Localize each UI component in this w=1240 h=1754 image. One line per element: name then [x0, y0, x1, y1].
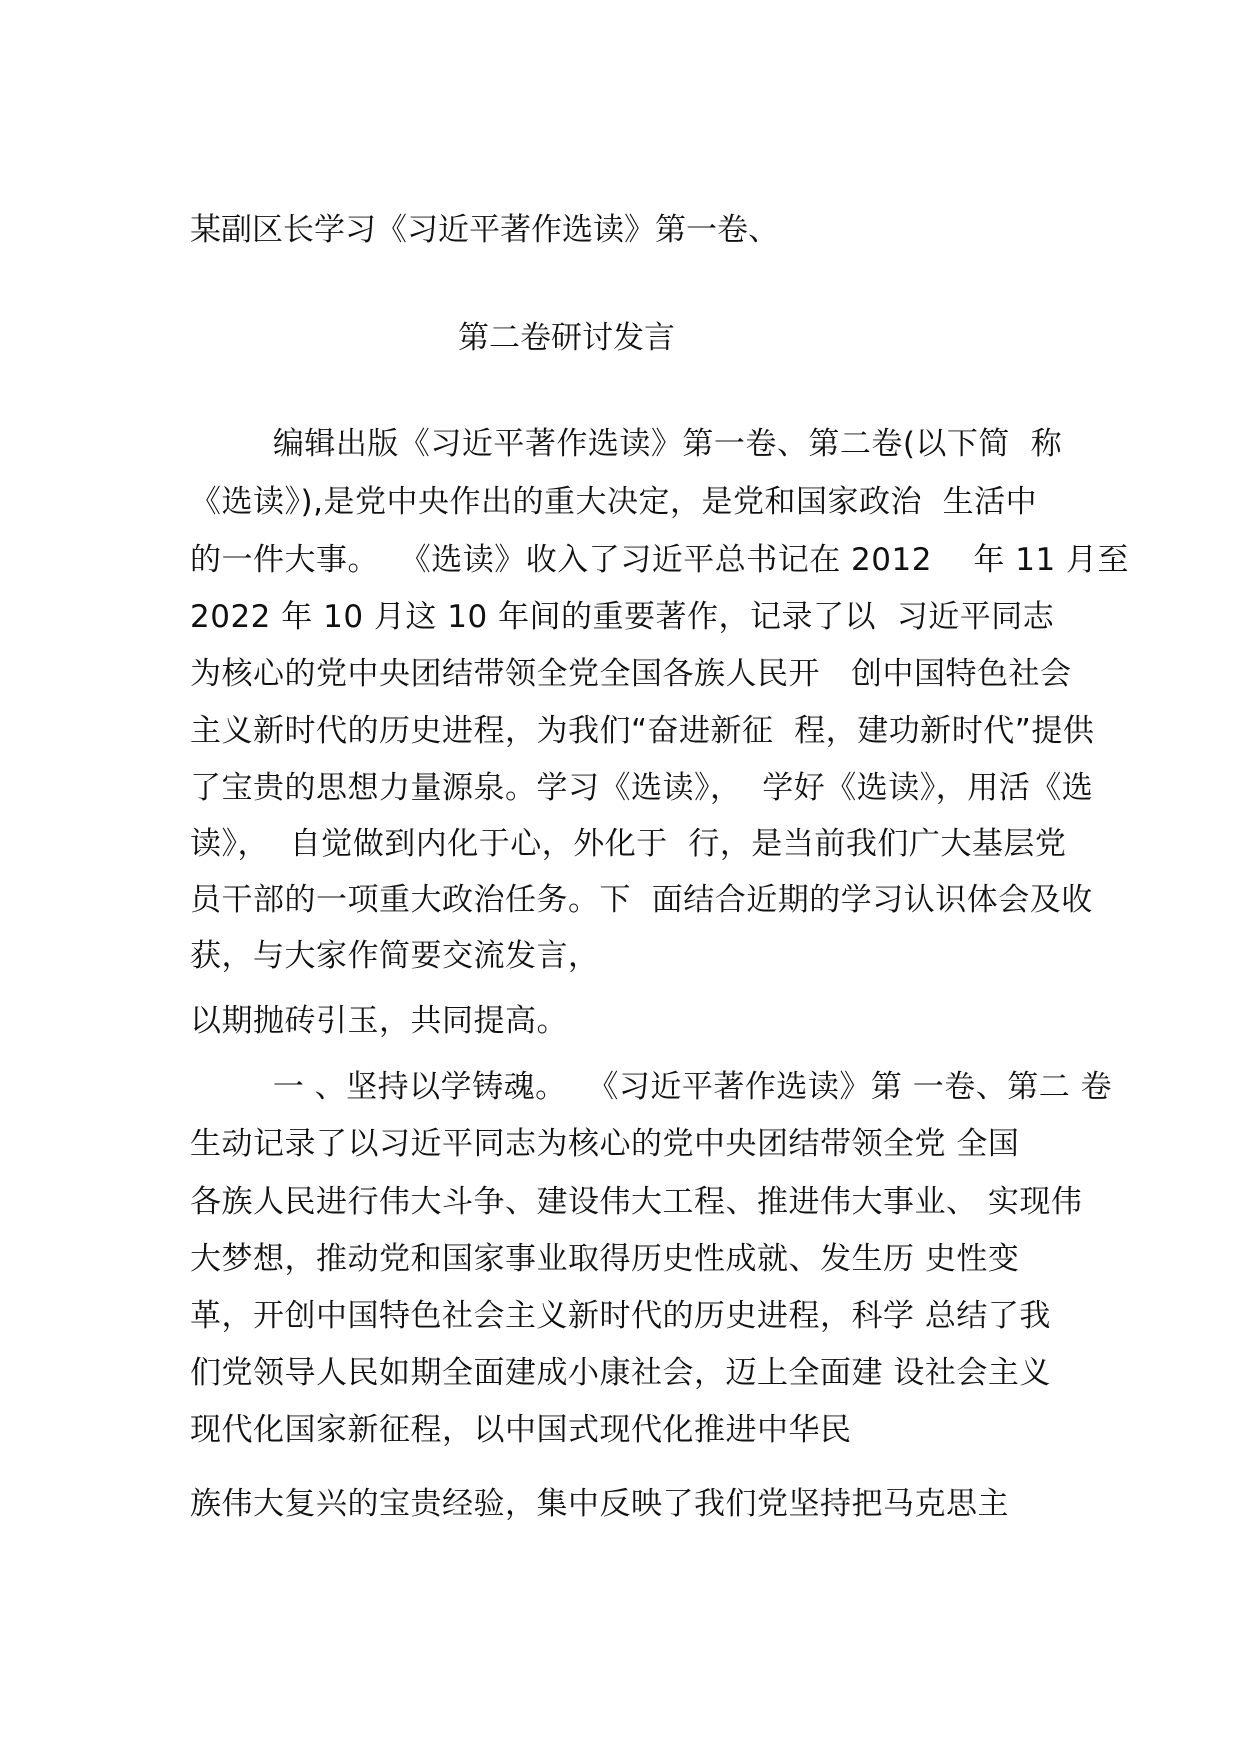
body-line: 生动记录了以习近平同志为核心的党中央团结带领全党 全国 — [190, 1126, 1020, 1162]
document-title-line-1: 某副区长学习《习近平著作选读》第一卷、 — [190, 212, 779, 248]
body-line: 以期抛砖引玉，共同提高。 — [190, 1003, 568, 1039]
body-line: 一 、坚持以学铸魂。 《习近平著作选读》第 一卷、第二 卷 — [190, 1069, 1113, 1105]
body-line: 现代化国家新征程，以中国式现代化推进中华民 — [190, 1412, 852, 1448]
body-line: 们党领导人民如期全面建成小康社会，迈上全面建 设社会主义 — [190, 1355, 1051, 1391]
body-line: 获，与大家作简要交流发言， — [190, 938, 600, 974]
body-line: 大梦想，推动党和国家事业取得历史性成就、发生历 史性变 — [190, 1241, 1020, 1277]
body-line: 族伟大复兴的宝贵经验，集中反映了我们党坚持把马克思主 — [190, 1486, 1009, 1522]
body-line: 各族人民进行伟大斗争、建设伟大工程、推进伟大事业、 实现伟 — [190, 1184, 1083, 1220]
document-title-line-2: 第二卷研讨发言 — [458, 320, 675, 356]
body-line: 员干部的一项重大政治任务。下 面结合近期的学习认识体会及收 — [190, 882, 1093, 918]
body-line: 革，开创中国特色社会主义新时代的历史进程，科学 总结了我 — [190, 1298, 1051, 1334]
body-line: 读》， 自觉做到内化于心，外化于 行，是当前我们广大基层党 — [190, 826, 1067, 862]
body-line: 为核心的党中央团结带领全党全国各族人民开 创中国特色社会 — [190, 656, 1072, 692]
body-line: 主义新时代的历史进程，为我们“奋进新征 程，建功新时代”提供 — [190, 713, 1095, 749]
body-line: 的一件大事。 《选读》收入了习近平总书记在 2012 年 11 月至 — [190, 542, 1130, 578]
body-line: 了宝贵的思想力量源泉。学习《选读》， 学好《选读》，用活《选 — [190, 770, 1094, 806]
body-line: 《选读》),是党中央作出的重大决定，是党和国家政治 生活中 — [190, 484, 1038, 520]
body-line: 2022 年 10 月这 10 年间的重要著作，记录了以 习近平同志 — [190, 599, 1055, 635]
body-line: 编辑出版《习近平著作选读》第一卷、第二卷(以下简 称 — [190, 426, 1063, 462]
